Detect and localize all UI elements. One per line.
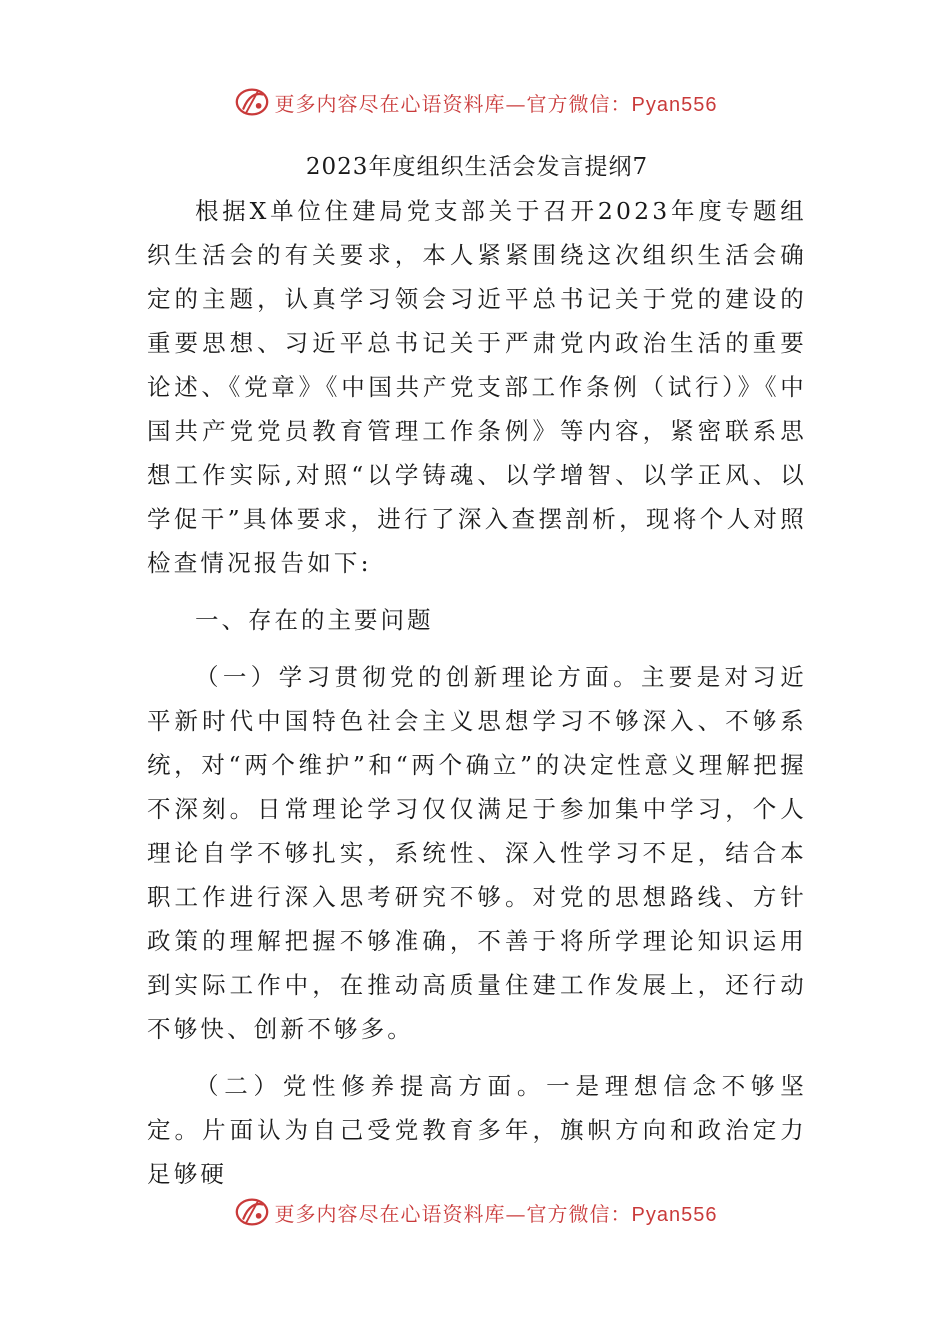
watermark-label: 更多内容尽在心语资料库—官方微信： <box>274 91 632 116</box>
brand-logo-icon <box>233 1193 271 1231</box>
document-body <box>147 145 807 1196</box>
header-watermark <box>0 82 950 122</box>
watermark-wechat: Pyan556 <box>631 1203 718 1226</box>
intro-paragraph: 根据X单位住建局党支部关于召开2023年度专题组织生活会的有关要求，本人紧紧围绕这次组织生活会确定的主题，认真学习领会习近平总书记关于党的建设的重要思想、习近平总书记关于严肃党内政治生活的重要论述、《党章》《中国共产党支部工作条例（试行）》《中国共产党党员教育管理工作条例》等内容，紧密联系思想工作实际,对照“以学铸魂、以学增智、以学正风、以学促干”具体要求，进行了深入查摆剖析，现将个人对照检查情况报告如下: <box>147 197 807 577</box>
section-heading: 一、存在的主要问题 <box>195 606 434 634</box>
brand-logo-icon <box>233 83 271 121</box>
watermark-wechat: Pyan556 <box>631 93 718 116</box>
paragraph-item-2: （二）党性修养提高方面。一是理想信念不够坚定。片面认为自己受党教育多年，旗帜方向和政治定力足够硬 <box>147 1072 807 1188</box>
watermark-label: 更多内容尽在心语资料库—官方微信： <box>274 1201 632 1226</box>
watermark-text <box>275 1198 718 1227</box>
footer-watermark <box>0 1192 950 1232</box>
document-title: 2023年度组织生活会发言提纲7 <box>305 154 649 180</box>
watermark-text <box>275 88 718 117</box>
paragraph-item-1: （一）学习贯彻党的创新理论方面。主要是对习近平新时代中国特色社会主义思想学习不够深入、不够系统，对“两个维护”和“两个确立”的决定性意义理解把握不深刻。日常理论学习仅仅满足于参加集中学习，个人理论自学不够扎实，系统性、深入性学习不足，结合本职工作进行深入思考研究不够。对党的思想路线、方针政策的理解把握不够准确，不善于将所学理论知识运用到实际工作中，在推动高质量住建工作发展上，还行动不够快、创新不够多。 <box>147 663 807 1043</box>
